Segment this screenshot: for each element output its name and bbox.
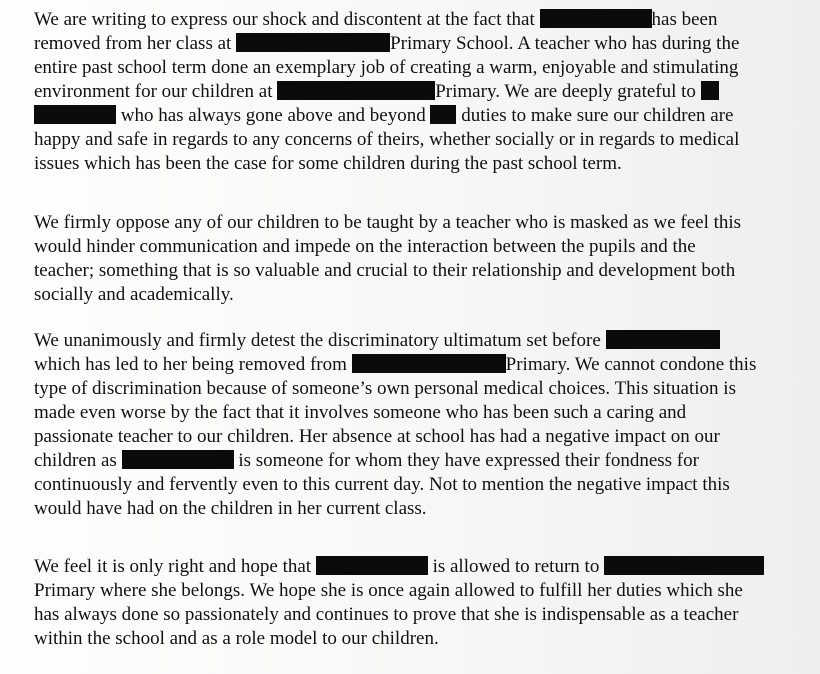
- text-line: issues which has been the case for some children during the past school term.: [34, 153, 622, 174]
- redaction-block: [352, 354, 506, 373]
- text-line: would hinder communication and impede on the interaction between the pupils and the: [34, 236, 696, 257]
- text-line: [34, 450, 699, 472]
- text-line: [34, 354, 756, 376]
- text-line: passionate teacher to our children. Her absence at school has had a negative impact on our: [34, 426, 720, 447]
- text-line: [34, 9, 717, 31]
- text-segment: We unanimously and firmly detest the discriminatory ultimatum set before: [34, 330, 601, 351]
- text-line: has always done so passionately and continues to prove that she is indispensable as a teacher: [34, 604, 739, 625]
- text-line: made even worse by the fact that it involves someone who has been such a caring and: [34, 402, 687, 423]
- text-segment: has been: [651, 9, 718, 30]
- text-line: Primary where she belongs. We hope she is once again allowed to fulfill her duties which she: [34, 580, 743, 601]
- text-segment: is someone for whom they have expressed their fondness for: [238, 450, 699, 471]
- text-line: happy and safe in regards to any concerns of theirs, whether socially or in regards to medical: [34, 129, 740, 150]
- text-line: within the school and as a role model to our children.: [34, 628, 439, 649]
- text-line: would have had on the children in her current class.: [34, 498, 427, 519]
- redaction-block: [277, 81, 435, 100]
- text-segment: Primary. We cannot condone this: [505, 354, 757, 375]
- text-line: [34, 330, 720, 352]
- text-segment: is allowed to return to: [432, 556, 600, 577]
- redaction-block: [316, 556, 428, 575]
- text-line: [34, 33, 739, 55]
- redaction-block: [122, 450, 234, 469]
- text-segment: Primary. We are deeply grateful to: [435, 81, 696, 102]
- text-segment: removed from her class at: [34, 33, 232, 54]
- text-line: type of discrimination because of someone’s own personal medical choices. This situation is: [34, 378, 736, 399]
- redaction-block: [701, 81, 719, 100]
- text-segment: children as: [34, 450, 117, 471]
- text-segment: We are writing to express our shock and discontent at the fact that: [34, 9, 535, 30]
- text-segment: which has led to her being removed from: [34, 354, 347, 375]
- text-line: socially and academically.: [34, 284, 234, 305]
- redaction-block: [34, 105, 116, 124]
- redaction-block: [604, 556, 764, 575]
- text-segment: We feel it is only right and hope that: [34, 556, 312, 577]
- redaction-block: [606, 330, 720, 349]
- text-segment: duties to make sure our children are: [461, 105, 734, 126]
- text-line: entire past school term done an exemplary job of creating a warm, enjoyable and stimulating: [34, 57, 739, 78]
- text-line: continuously and fervently even to this current day. Not to mention the negative impact this: [34, 474, 730, 495]
- text-segment: environment for our children at: [34, 81, 273, 102]
- text-segment: who has always gone above and beyond: [120, 105, 426, 126]
- redaction-block: [236, 33, 390, 52]
- redaction-block: [430, 105, 456, 124]
- text-line: [34, 556, 764, 578]
- text-line: We firmly oppose any of our children to be taught by a teacher who is masked as we feel this: [34, 212, 742, 233]
- redaction-block: [540, 9, 652, 28]
- text-line: teacher; something that is so valuable and crucial to their relationship and development both: [34, 260, 736, 281]
- text-segment: Primary School. A teacher who has during the: [390, 33, 740, 54]
- text-line: [34, 81, 719, 103]
- text-line: [34, 105, 733, 127]
